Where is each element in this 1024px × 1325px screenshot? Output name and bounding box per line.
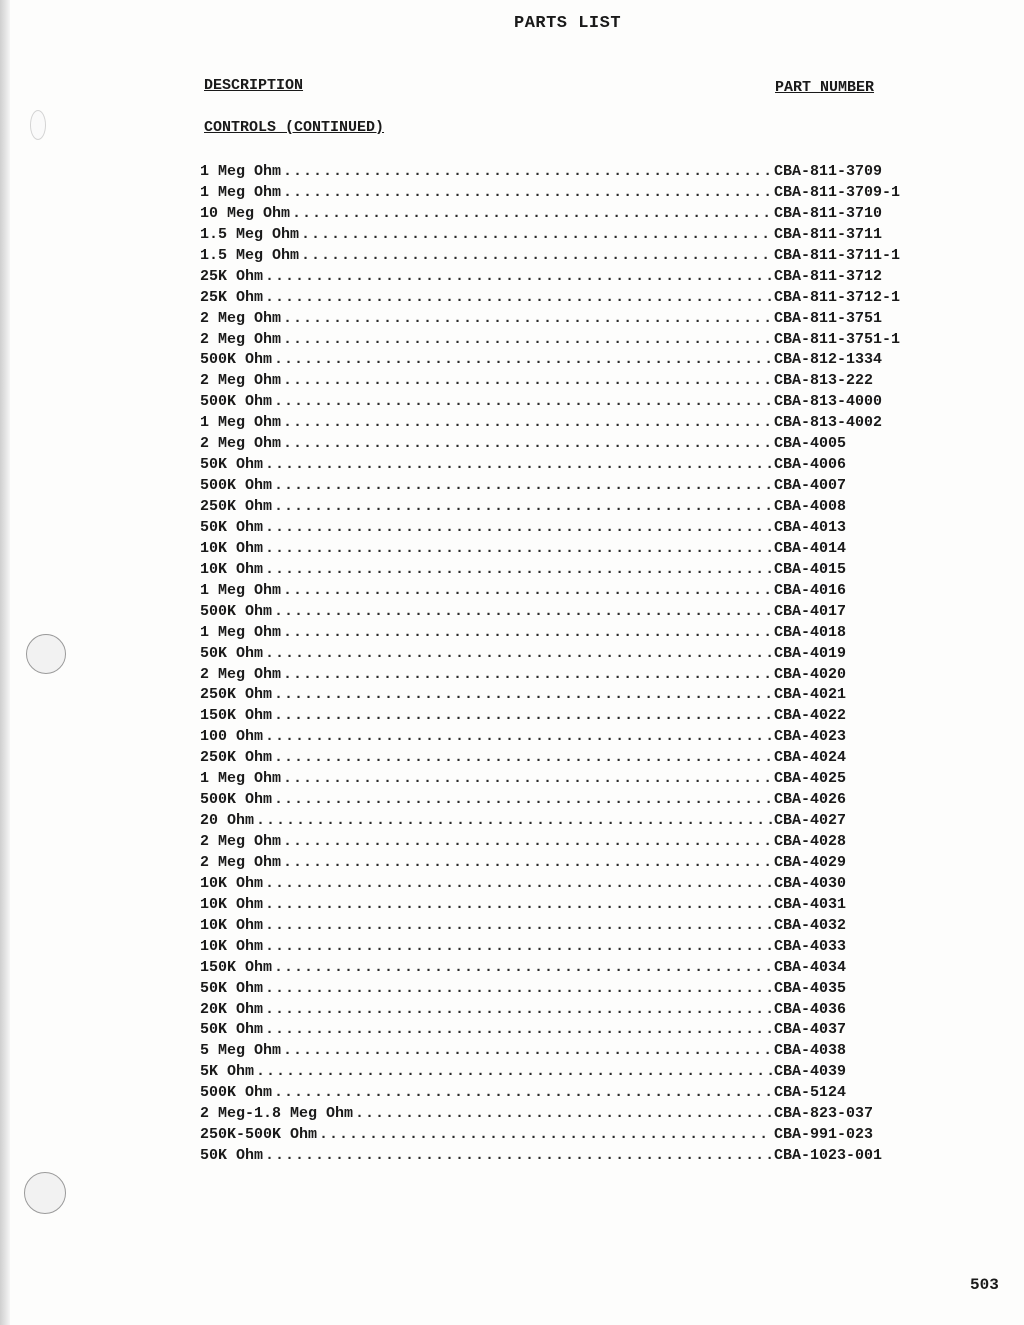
dot-leader xyxy=(301,246,772,267)
parts-list-row xyxy=(200,581,940,602)
part-number: CBA-823-037 xyxy=(774,1105,874,1123)
parts-list-row xyxy=(200,937,940,958)
part-number: CBA-4016 xyxy=(774,581,847,599)
dot-leader xyxy=(265,518,772,539)
part-number: CBA-813-4002 xyxy=(774,414,883,432)
dot-leader xyxy=(265,560,772,581)
part-number: CBA-4005 xyxy=(774,435,847,453)
part-number: CBA-811-3751 xyxy=(774,309,883,327)
part-description: 50K Ohm xyxy=(200,979,264,997)
parts-list-row xyxy=(200,895,940,916)
dot-leader xyxy=(256,1062,772,1083)
dot-leader xyxy=(283,162,772,183)
punch-hole-bottom xyxy=(24,1172,66,1214)
parts-list-row xyxy=(200,204,940,225)
part-description: 10K Ohm xyxy=(200,874,264,892)
part-description: 1 Meg Ohm xyxy=(200,623,282,641)
part-description: 2 Meg Ohm xyxy=(200,833,282,850)
part-description: 1 Meg Ohm xyxy=(200,183,282,201)
dot-leader xyxy=(283,832,772,853)
part-number: CBA-4035 xyxy=(774,979,847,997)
part-number: CBA-811-3712 xyxy=(774,267,883,285)
punch-hole-middle xyxy=(26,634,66,674)
part-number: CBA-4029 xyxy=(774,853,847,871)
part-number: CBA-4027 xyxy=(774,812,847,830)
dot-leader xyxy=(265,727,772,748)
part-number: CBA-5124 xyxy=(774,1084,847,1102)
part-description: 25K Ohm xyxy=(200,288,264,306)
dot-leader xyxy=(265,895,772,916)
part-description: 25K Ohm xyxy=(200,267,264,285)
parts-list-row xyxy=(200,1062,940,1083)
parts-list-row xyxy=(200,309,940,330)
parts-list-row xyxy=(200,623,940,644)
dot-leader xyxy=(265,874,772,895)
part-description: 10K Ohm xyxy=(200,539,264,557)
part-description: 500K Ohm xyxy=(200,791,273,809)
part-number: CBA-4032 xyxy=(774,916,847,934)
parts-list-row xyxy=(200,1020,940,1041)
page-number: 503 xyxy=(970,1276,999,1294)
part-description: 1.5 Meg Ohm xyxy=(200,246,300,264)
dot-leader xyxy=(283,623,772,644)
dot-leader xyxy=(265,539,772,560)
part-description: 10K Ohm xyxy=(200,916,264,934)
part-number: CBA-4021 xyxy=(774,686,847,704)
parts-list-row xyxy=(200,497,940,518)
part-number: CBA-812-1334 xyxy=(774,351,883,369)
part-number: CBA-4014 xyxy=(774,539,847,557)
dot-leader xyxy=(283,1041,772,1062)
part-description: 50K Ohm xyxy=(200,518,264,536)
part-number: CBA-811-3712-1 xyxy=(774,288,901,306)
dot-leader xyxy=(265,937,772,958)
part-description: 20K Ohm xyxy=(200,1000,264,1018)
dot-leader xyxy=(319,1125,772,1146)
parts-list-row xyxy=(200,1041,940,1062)
part-number: CBA-4006 xyxy=(774,456,847,474)
parts-list-row xyxy=(200,413,940,434)
part-description: 50K Ohm xyxy=(200,1021,264,1039)
part-description: 1 Meg Ohm xyxy=(200,163,282,180)
parts-list-row xyxy=(200,602,940,623)
dot-leader xyxy=(283,183,772,204)
parts-list-row xyxy=(200,267,940,288)
part-number: CBA-4026 xyxy=(774,791,847,809)
part-description: 500K Ohm xyxy=(200,351,273,369)
part-description: 10K Ohm xyxy=(200,937,264,955)
part-description: 150K Ohm xyxy=(200,707,273,725)
dot-leader xyxy=(265,267,772,288)
dot-leader xyxy=(283,371,772,392)
part-number: CBA-811-3709-1 xyxy=(774,183,901,201)
part-number: CBA-4033 xyxy=(774,937,847,955)
parts-list-row xyxy=(200,916,940,937)
part-description: 500K Ohm xyxy=(200,393,273,411)
dot-leader xyxy=(274,476,772,497)
part-number: CBA-4036 xyxy=(774,1000,847,1018)
dot-leader xyxy=(265,1000,772,1021)
dot-leader xyxy=(283,309,772,330)
parts-list-row xyxy=(200,476,940,497)
dot-leader xyxy=(274,958,772,979)
dot-leader xyxy=(283,434,772,455)
part-description: 1 Meg Ohm xyxy=(200,581,282,599)
part-description: 1 Meg Ohm xyxy=(200,414,282,432)
dot-leader xyxy=(274,392,772,413)
part-description: 20 Ohm xyxy=(200,812,255,830)
part-number: CBA-4007 xyxy=(774,477,847,495)
part-description: 250K Ohm xyxy=(200,749,273,767)
dot-leader xyxy=(265,644,772,665)
part-description: 2 Meg Ohm xyxy=(200,372,282,390)
dot-leader xyxy=(283,330,772,351)
parts-list-row xyxy=(200,685,940,706)
part-number: CBA-4018 xyxy=(774,623,847,641)
parts-list-row xyxy=(200,769,940,790)
part-description: 50K Ohm xyxy=(200,1147,264,1165)
parts-list-row xyxy=(200,1104,940,1125)
part-number: CBA-813-222 xyxy=(774,372,874,390)
part-number: CBA-811-3711-1 xyxy=(774,246,901,264)
dot-leader xyxy=(274,602,772,623)
part-number: CBA-991-023 xyxy=(774,1126,874,1144)
part-number: CBA-4020 xyxy=(774,665,847,683)
dot-leader xyxy=(265,1020,772,1041)
parts-list xyxy=(200,162,940,1167)
parts-list-row xyxy=(200,832,940,853)
part-description: 2 Meg-1.8 Meg Ohm xyxy=(200,1105,354,1123)
parts-list-row xyxy=(200,874,940,895)
parts-list-row xyxy=(200,539,940,560)
part-number: CBA-4017 xyxy=(774,602,847,620)
dot-leader xyxy=(265,1146,772,1167)
dot-leader xyxy=(283,413,772,434)
part-number: CBA-4023 xyxy=(774,728,847,746)
part-number: CBA-4022 xyxy=(774,707,847,725)
part-number: CBA-811-3751-1 xyxy=(774,330,901,348)
binding-edge xyxy=(0,0,10,1325)
dot-leader xyxy=(265,979,772,1000)
part-description: 10 Meg Ohm xyxy=(200,204,291,222)
parts-list-row xyxy=(200,665,940,686)
part-description: 10K Ohm xyxy=(200,560,264,578)
part-description: 500K Ohm xyxy=(200,602,273,620)
part-number: CBA-4030 xyxy=(774,874,847,892)
parts-list-row xyxy=(200,434,940,455)
part-number: CBA-811-3711 xyxy=(774,225,883,243)
parts-list-row xyxy=(200,979,940,1000)
dot-leader xyxy=(274,350,772,371)
dot-leader xyxy=(274,748,772,769)
dot-leader xyxy=(265,916,772,937)
part-number: CBA-4015 xyxy=(774,560,847,578)
dot-leader xyxy=(283,769,772,790)
description-column-header: DESCRIPTION xyxy=(204,77,304,94)
part-number: CBA-811-3709 xyxy=(774,163,883,180)
part-number: CBA-811-3710 xyxy=(774,204,883,222)
part-number: CBA-4013 xyxy=(774,518,847,536)
part-description: 250K Ohm xyxy=(200,498,273,515)
part-description: 500K Ohm xyxy=(200,1084,273,1102)
part-description: 50K Ohm xyxy=(200,644,264,662)
part-number: CBA-4028 xyxy=(774,833,847,850)
parts-list-row xyxy=(200,225,940,246)
part-description: 2 Meg Ohm xyxy=(200,330,282,348)
part-number: CBA-4008 xyxy=(774,498,847,515)
part-number: CBA-4037 xyxy=(774,1021,847,1039)
parts-list-row xyxy=(200,1000,940,1021)
dot-leader xyxy=(355,1104,772,1125)
dot-leader xyxy=(283,853,772,874)
part-description: 500K Ohm xyxy=(200,477,273,495)
parts-list-row xyxy=(200,1125,940,1146)
part-description: 150K Ohm xyxy=(200,958,273,976)
parts-list-row xyxy=(200,392,940,413)
part-number: CBA-4038 xyxy=(774,1042,847,1060)
parts-list-row xyxy=(200,853,940,874)
parts-list-row xyxy=(200,727,940,748)
dot-leader xyxy=(274,497,772,518)
part-description: 2 Meg Ohm xyxy=(200,853,282,871)
parts-list-row xyxy=(200,644,940,665)
part-description: 1 Meg Ohm xyxy=(200,770,282,788)
parts-list-row xyxy=(200,790,940,811)
parts-list-row xyxy=(200,350,940,371)
section-heading: CONTROLS (CONTINUED) xyxy=(204,119,385,136)
dot-leader xyxy=(292,204,772,225)
dot-leader xyxy=(283,665,772,686)
parts-list-row xyxy=(200,706,940,727)
parts-list-row xyxy=(200,288,940,309)
parts-list-row xyxy=(200,560,940,581)
dot-leader xyxy=(283,581,772,602)
dot-leader xyxy=(274,706,772,727)
dot-leader xyxy=(256,811,772,832)
parts-list-row xyxy=(200,748,940,769)
parts-list-row xyxy=(200,1083,940,1104)
dot-leader xyxy=(265,288,772,309)
part-description: 2 Meg Ohm xyxy=(200,435,282,453)
part-number: CBA-4024 xyxy=(774,749,847,767)
page-title: PARTS LIST xyxy=(514,14,622,33)
punch-hole-top xyxy=(30,110,46,140)
parts-list-row xyxy=(200,455,940,476)
parts-list-row xyxy=(200,371,940,392)
dot-leader xyxy=(265,455,772,476)
part-description: 2 Meg Ohm xyxy=(200,665,282,683)
part-description: 1.5 Meg Ohm xyxy=(200,225,300,243)
part-description: 50K Ohm xyxy=(200,456,264,474)
part-number: CBA-4039 xyxy=(774,1063,847,1081)
parts-list-row xyxy=(200,958,940,979)
parts-list-row xyxy=(200,1146,940,1167)
dot-leader xyxy=(274,685,772,706)
part-description: 2 Meg Ohm xyxy=(200,309,282,327)
dot-leader xyxy=(274,1083,772,1104)
parts-list-row xyxy=(200,246,940,267)
parts-list-row xyxy=(200,330,940,351)
parts-list-row xyxy=(200,518,940,539)
part-number: CBA-1023-001 xyxy=(774,1147,883,1165)
parts-list-row xyxy=(200,162,940,183)
dot-leader xyxy=(301,225,772,246)
part-number: CBA-4025 xyxy=(774,770,847,788)
part-description: 250K-500K Ohm xyxy=(200,1126,318,1144)
dot-leader xyxy=(274,790,772,811)
parts-list-row xyxy=(200,811,940,832)
part-number: CBA-813-4000 xyxy=(774,393,883,411)
part-number: CBA-4031 xyxy=(774,895,847,913)
part-description: 5 Meg Ohm xyxy=(200,1042,282,1060)
part-description: 5K Ohm xyxy=(200,1063,255,1081)
part-number: CBA-4019 xyxy=(774,644,847,662)
part-description: 100 Ohm xyxy=(200,728,264,746)
parts-list-row xyxy=(200,183,940,204)
part-number: CBA-4034 xyxy=(774,958,847,976)
part-number-column-header: PART NUMBER xyxy=(775,79,875,96)
part-description: 250K Ohm xyxy=(200,686,273,704)
part-description: 10K Ohm xyxy=(200,895,264,913)
